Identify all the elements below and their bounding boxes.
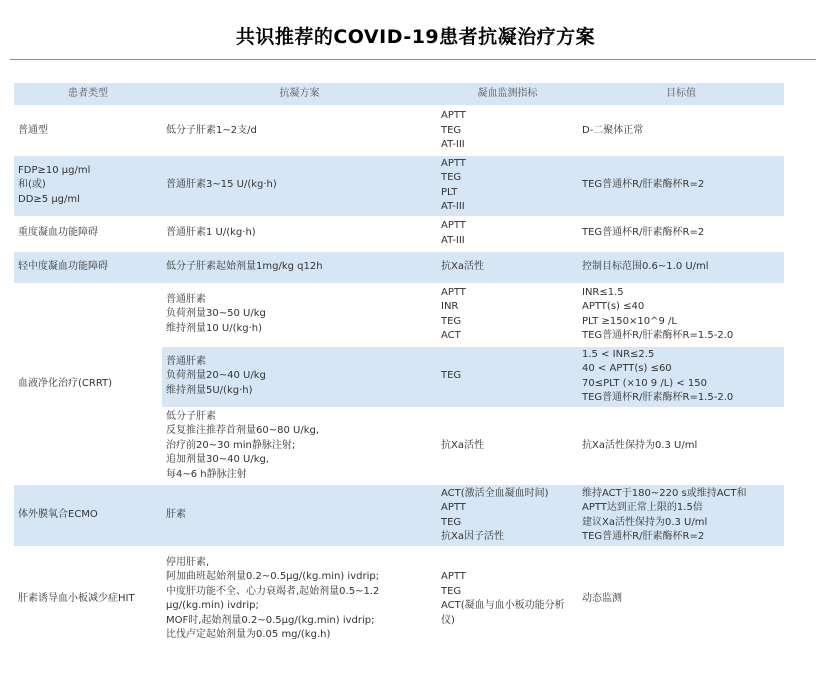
- cell-target: TEG普通杯R/肝素酶杯R=2: [578, 155, 784, 217]
- cell-monitoring: APTT TEG PLT AT-III: [437, 155, 578, 217]
- cell-patient-type: 重度凝血功能障碍: [14, 217, 162, 251]
- cell-patient-type: FDP≥10 μg/ml 和(或) DD≥5 μg/ml: [14, 155, 162, 217]
- cell-target: TEG普通杯R/肝素酶杯R=2: [578, 217, 784, 251]
- cell-patient-type-crrt: 血液净化治疗(CRRT): [14, 284, 162, 485]
- cell-regimen: 普通肝素 负荷剂量20~40 U/kg 维持剂量5U/(kg·h): [162, 346, 437, 408]
- cell-target: 维持ACT于180~220 s或维持ACT和 APTT达到正常上限的1.5倍 建议Xa活性保持为0.3 U/ml TEG普通杯R/肝素酶杯R=2: [578, 484, 784, 547]
- table-row: [14, 217, 784, 251]
- cell-monitoring: ACT(激活全血凝血时间) APTT TEG 抗Xa因子活性: [437, 484, 578, 547]
- anticoagulation-table: [14, 83, 784, 652]
- header-regimen: 抗凝方案: [162, 83, 437, 107]
- cell-regimen: 低分子肝素 反复推注推荐首剂量60~80 U/kg, 治疗前20~30 min静脉注射; 追加剂量30~40 U/kg, 每4~6 h静脉注射: [162, 408, 437, 485]
- cell-regimen: 普通肝素1 U/(kg·h): [162, 217, 437, 251]
- cell-monitoring: APTT AT-III: [437, 217, 578, 251]
- table-row: [14, 155, 784, 217]
- cell-target: D-二聚体正常: [578, 107, 784, 155]
- header-patient-type: 患者类型: [14, 83, 162, 107]
- cell-regimen: 普通肝素 负荷剂量30~50 U/kg 维持剂量10 U/(kg·h): [162, 284, 437, 346]
- cell-target: 1.5 < INR≤2.5 40 < APTT(s) ≤60 70≤PLT (×10 9 /L) < 150 TEG普通杯R/肝素酶杯R=1.5-2.0: [578, 346, 784, 408]
- table-row: [14, 284, 784, 346]
- table-row: [14, 547, 784, 651]
- cell-regimen: 停用肝素, 阿加曲班起始剂量0.2~0.5μg/(kg.min) ivdrip; 中度肝功能不全、心力衰竭者,起始剂量0.5~1.2 μg/(kg.min) ivdrip; MOF时,起始剂量0.2~0.5μg/(kg.min) ivdrip; 比伐卢定起始剂量为0.05 mg/(kg.h): [162, 547, 437, 651]
- cell-monitoring: TEG: [437, 346, 578, 408]
- table-row: [14, 251, 784, 284]
- cell-regimen: 低分子肝素1~2支/d: [162, 107, 437, 155]
- cell-monitoring: APTT INR TEG ACT: [437, 284, 578, 346]
- cell-monitoring: APTT TEG ACT(凝血与血小板功能分析仪): [437, 547, 578, 651]
- header-target: 目标值: [578, 83, 784, 107]
- cell-regimen: 肝素: [162, 484, 437, 547]
- cell-target: INR≤1.5 APTT(s) ≤40 PLT ≥150×10^9 /L TEG普通杯R/肝素酶杯R=1.5-2.0: [578, 284, 784, 346]
- table-row: [14, 484, 784, 547]
- cell-patient-type: 体外膜氧合ECMO: [14, 484, 162, 547]
- cell-monitoring: 抗Xa活性: [437, 408, 578, 485]
- table-header-row: [14, 83, 784, 107]
- table-row: [14, 107, 784, 155]
- page-title: 共识推荐的COVID-19患者抗凝治疗方案: [235, 26, 596, 48]
- cell-target: 控制目标范围0.6~1.0 U/ml: [578, 251, 784, 284]
- cell-target: 动态监测: [578, 547, 784, 651]
- cell-patient-type: 轻中度凝血功能障碍: [14, 251, 162, 284]
- cell-patient-type: 普通型: [14, 107, 162, 155]
- cell-monitoring: APTT TEG AT-III: [437, 107, 578, 155]
- cell-regimen: 普通肝素3~15 U/(kg·h): [162, 155, 437, 217]
- header-monitoring: 凝血监测指标: [437, 83, 578, 107]
- cell-target: 抗Xa活性保持为0.3 U/ml: [578, 408, 784, 485]
- title-divider: [10, 59, 816, 60]
- cell-patient-type: 肝素诱导血小板减少症HIT: [14, 547, 162, 651]
- cell-regimen: 低分子肝素起始剂量1mg/kg q12h: [162, 251, 437, 284]
- cell-monitoring: 抗Xa活性: [437, 251, 578, 284]
